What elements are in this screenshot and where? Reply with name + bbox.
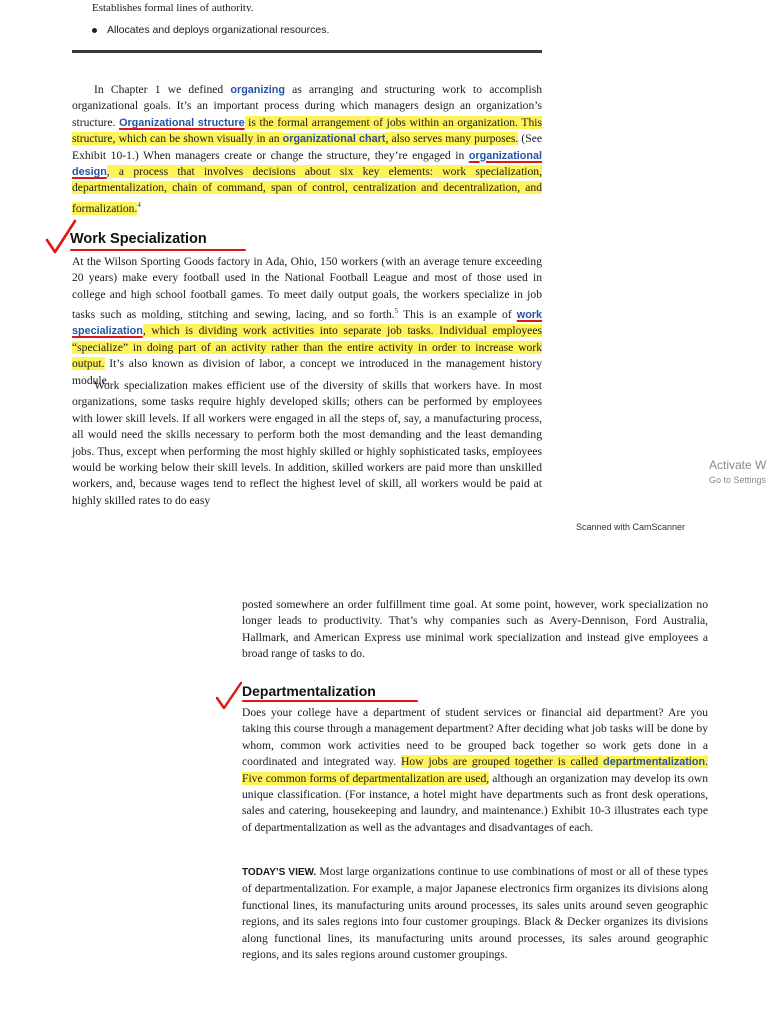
keyword-work-specialization: work specialization xyxy=(72,309,542,338)
work-text-2: This is an example of xyxy=(398,308,517,322)
highlight-purposes: , also serves many purposes. xyxy=(385,132,519,146)
work-text-3: It’s also known as division of labor, a concept we introduced in the management history module. xyxy=(72,357,542,387)
keyword-departmentalization: departmentalization xyxy=(603,756,706,769)
bullet-icon xyxy=(92,28,97,33)
highlight-work-definition: , which is dividing work activities into separate job tasks. Individual employees “specialize” in doing part of an activity rather than the entire activity in order to increase work output. xyxy=(72,324,542,371)
keyword-organizational-design: organizational design xyxy=(72,149,542,179)
intro-text-1: In Chapter 1 we defined xyxy=(94,83,231,96)
go-to-settings-text: Go to Settings xyxy=(709,475,767,485)
continuation-paragraph: posted somewhere an order fulfillment time goal. At some point, however, work specialization no longer leads to productivity. That’s why companies such as Avery-Dennison, Ford Australia, Hallmark, and American Express use minimal work specialization and instead give employees a broad range of tasks to do. xyxy=(242,598,708,661)
heading-departmentalization: Departmentalization xyxy=(242,683,376,699)
intro-text-2: as arranging and structuring work to accomplish organizational goals. It’s an important process during which managers design an organization’s structure. xyxy=(72,83,543,129)
todays-view-label: TODAY’S VIEW. xyxy=(242,867,317,878)
intro-text-3: (See Exhibit 10-1.) When managers create or change the structure, they’re engaged in xyxy=(72,132,543,162)
highlight-dept-definition: How jobs are grouped together is called xyxy=(401,755,604,769)
heading-work-specialization: Work Specialization xyxy=(70,231,207,247)
activate-windows-text: Activate W xyxy=(709,458,767,472)
work-text-1: At the Wilson Sporting Goods factory in Ada, Ohio, 150 workers (with an average tenure exceeding 20 years) make every football used in the National Football League and most of those used in college and high school football games. To meet daily output goals, the workers specialize in job tasks such as molding, stitching and sewing, lacing, and so forth. xyxy=(72,255,542,322)
highlight-five-forms: . Five common forms of departmentalization are used, xyxy=(242,755,708,785)
footnote-marker: 5 xyxy=(394,307,399,316)
work-specialization-paragraph-2: Work specialization makes efficient use of the diversity of skills that workers have. In most organizations, some tasks require highly developed skills; others can be performed by employees with lower skill levels. If all workers were engaged in all the steps of, say, a manufacturing process, all would need the skills necessary to perform both the most demanding and the least demanding jobs. Thus, except when performing the most highly skilled or highly sophisticated tasks, employees would be working below their skill levels. In addition, skilled workers are paid more than unskilled workers, and, because wages tend to reflect the highest level of skill, all workers would be paid at highly skilled rates to do easy xyxy=(72,379,542,507)
departmentalization-paragraph xyxy=(242,705,708,836)
checkmark-icon xyxy=(214,680,244,712)
intro-paragraph xyxy=(72,82,542,217)
dept-text-1: Does your college have a department of student services or financial aid department? Are you taking this course through a management department? After deciding what job tasks will be done by whom, common work activities need to be grouped back together so work gets done in a coordinated and integrated way. xyxy=(242,706,708,769)
todays-view-paragraph xyxy=(242,864,708,963)
bullet-text: Allocates and deploys organizational resources. xyxy=(107,24,330,36)
scanner-footer: Scanned with CamScanner xyxy=(576,522,686,532)
keyword-organizing: organizing xyxy=(230,84,285,96)
dept-text-2: although an organization may develop its own unique classification. (For instance, a hotel might have departments such as front desk operations, sales and catering, housekeeping and laundry, and maintenance.) Exhibit 10-3 illustrates each type of departmentalization as well as the advantages and disadvantages of each. xyxy=(242,771,708,834)
todays-view-text: Most large organizations continue to use combinations of most or all of these types of departmentalization. For example, a major Japanese electronics firm organizes its divisions along functional lines, its manufacturing units around processes, its sales units around seven geographic regions, and its sales regions into four customer groupings. Black & Decker organizes its divisions along functional lines, its manufacturing units around processes, its sales around geographic regions, and its sales regions around customer groupings. xyxy=(242,865,708,962)
keyword-organizational-structure: Organizational structure xyxy=(119,116,245,129)
footnote-marker: 4 xyxy=(137,200,141,209)
work-specialization-paragraph-1 xyxy=(72,254,542,389)
bullet-item xyxy=(92,24,329,36)
heading-underline xyxy=(242,700,418,702)
highlight-definition-structure: is the formal arrangement of jobs within an organization. This structure, which can be shown visually in an xyxy=(72,115,542,146)
section-divider xyxy=(72,50,542,53)
highlight-six-elements: , a process that involves decisions about six key elements: work specialization, departmentalization, chain of command, span of control, centralization and decentralization, and formalization. xyxy=(72,165,542,215)
heading-underline xyxy=(70,249,246,251)
keyword-organizational-chart: organizational chart xyxy=(282,133,386,146)
cut-off-line xyxy=(92,2,282,12)
cut-off-text: Establishes formal lines of authority. xyxy=(92,2,254,12)
